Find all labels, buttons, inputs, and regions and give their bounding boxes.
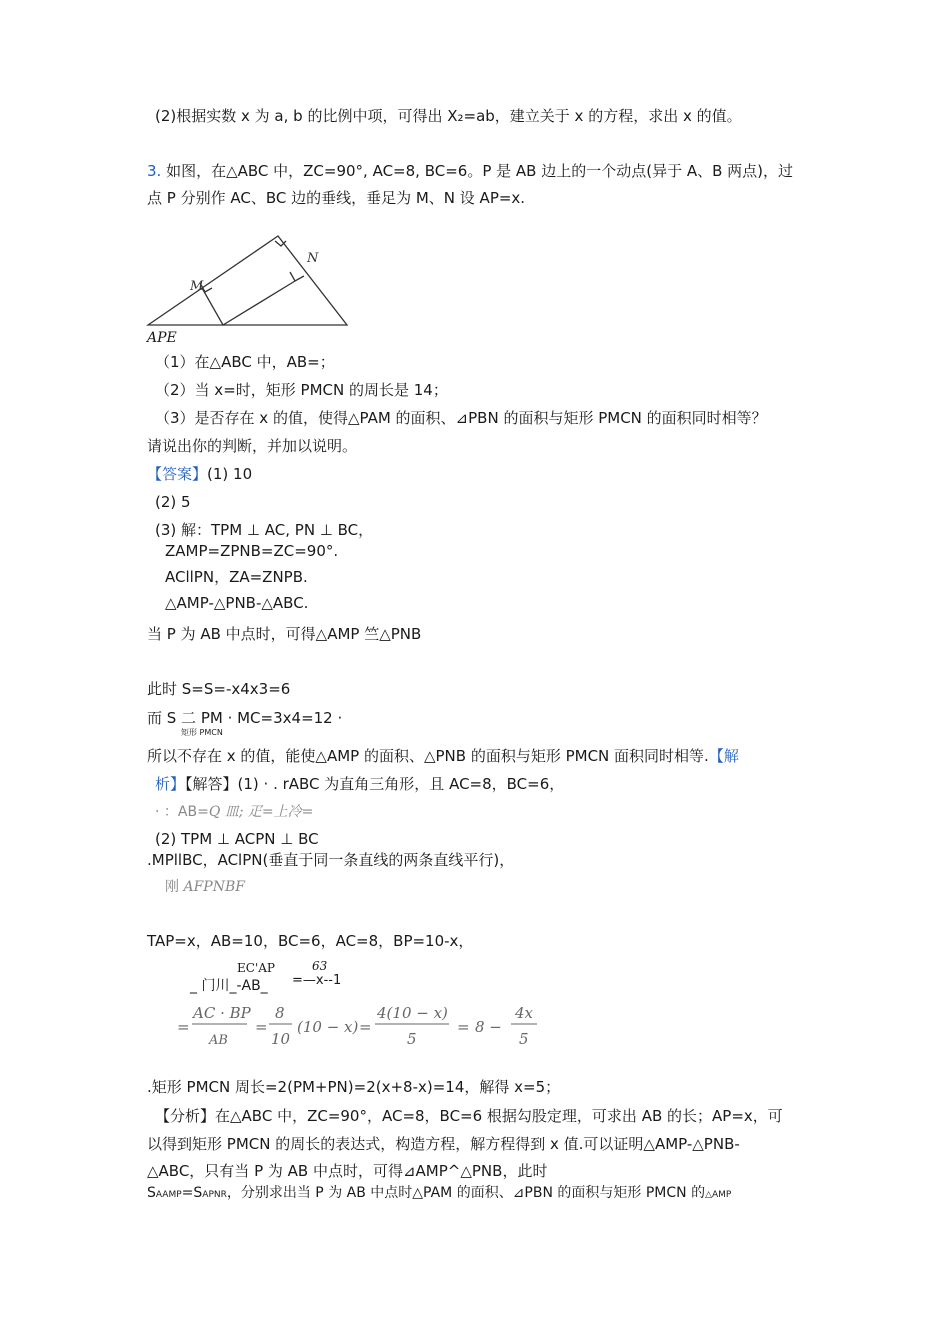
label-n: N xyxy=(307,251,319,266)
equals-3: = xyxy=(359,1018,372,1036)
answer-line-3: (3) 解：TPM ⊥ AC, PN ⊥ BC， xyxy=(155,521,374,539)
eight-minus: 8 − xyxy=(475,1018,502,1036)
answer-line-8: 此时 S=S=-x4x3=6 xyxy=(147,680,291,698)
answer-line-2: (2) 5 xyxy=(155,493,191,511)
answer-line-12: · ：AB=Q 皿; 疋=上冷= xyxy=(155,804,314,820)
equals-1: = xyxy=(177,1018,190,1036)
denominator-five: 5 xyxy=(407,1030,417,1048)
answer-line-14: .MPllBC，AClPN(垂直于同一条直线的两条直线平行)， xyxy=(147,851,515,869)
label-m: M xyxy=(190,279,204,294)
numerator-eight: 8 xyxy=(275,1004,285,1022)
sub-question-3: （3）是否存在 x 的值，使得△PAM 的面积、⊿PBN 的面积与矩形 PMCN 的面积同时相等？ xyxy=(155,409,767,427)
denominator-five-2: 5 xyxy=(519,1030,529,1048)
answer-line-9: 而 S 二 PM · MC=3x4=12 · xyxy=(147,709,343,727)
sub-question-2: （2）当 x=时，矩形 PMCN 的周长是 14； xyxy=(155,381,448,399)
analysis-line-3: △ABC，只有当 P 为 AB 中点时，可得⊿AMP^△PNB，此时 xyxy=(147,1162,548,1180)
question-3-line-1: 3. 如图，在△ABC 中，ZC=90°, AC=8, BC=6。P 是 AB 边上的一个动点(异于 A、B 两点)，过 xyxy=(147,162,794,180)
rectangle-pmcn xyxy=(202,281,295,325)
numerator-ac-bp: AC · BP xyxy=(193,1004,251,1022)
denominator-ten: 10 xyxy=(271,1030,291,1048)
equals-2: = xyxy=(255,1018,268,1036)
answer-line-10: 所以不存在 x 的值，能使△AMP 的面积、△PNB 的面积与矩形 PMCN 面积同时相等.【解 xyxy=(147,747,739,765)
numerator-four-paren: 4(10 − x) xyxy=(377,1004,448,1022)
fraction-numerator: EC'AP xyxy=(237,961,275,975)
fraction-line-right: =—x--1 xyxy=(292,973,342,988)
numerator-four-x: 4x xyxy=(515,1004,534,1022)
question-3-line-2: 点 P 分别作 AC、BC 边的垂线，垂足为 M、N 设 AP=x. xyxy=(147,189,526,207)
answer-line-13: (2) TPM ⊥ ACPN ⊥ BC xyxy=(155,830,319,848)
sub-question-1: （1）在△ABC 中，AB=； xyxy=(155,353,335,371)
sub-question-3-cont: 请说出你的判断，并加以说明。 xyxy=(147,437,358,455)
pn-formula xyxy=(147,1000,547,1052)
fraction-numerator-2: 63 xyxy=(312,959,328,973)
fraction-line-left: _ 门川_-AB_ xyxy=(190,978,268,994)
answer-line-6: △AMP-△PNB-△ABC. xyxy=(165,594,309,612)
answer-line-4: ZAMP=ZPNB=ZC=90°. xyxy=(165,542,339,560)
answer-line-1: 【答案】(1) 10 xyxy=(147,465,253,483)
answer-line-17: .矩形 PMCN 周长=2(PM+PN)=2(x+8-x)=14，解得 x=5； xyxy=(147,1078,561,1096)
denominator-ab: AB xyxy=(209,1033,228,1048)
answer-line-15: 刚 AFPNBF xyxy=(165,879,245,895)
triangle-abc xyxy=(148,236,347,325)
answer-line-5: ACllPN，ZA=ZNPB. xyxy=(165,568,308,586)
answer-tag: 【答案】 xyxy=(147,465,208,483)
subscript-label: 矩形 PMCN xyxy=(181,728,223,737)
triangle-figure xyxy=(145,232,355,332)
analysis-tag: 【解 xyxy=(708,747,739,765)
answer-line-11: 析】【解答】(1) · . rABC 为直角三角形，且 AC=8，BC=6， xyxy=(155,775,565,793)
equals-4: = xyxy=(457,1018,470,1036)
analysis-line-1: 【分析】在△ABC 中，ZC=90°，AC=8，BC=6 根据勾股定理，可求出 AB 的长；AP=x，可 xyxy=(155,1107,783,1125)
right-angle-n xyxy=(290,272,304,281)
analysis-tag-end: 析】 xyxy=(155,775,186,793)
analysis-line-4: SAAMP=SAPNR，分别求出当 P 为 AB 中点时△PAM 的面积、⊿PBN 的面积与矩形 PMCN 的△AMP xyxy=(147,1185,732,1201)
answer-line-16: TAP=x，AB=10，BC=6，AC=8，BP=10-x， xyxy=(147,932,474,950)
paren-ten-minus-x: (10 − x) xyxy=(297,1018,359,1036)
text-line: (2)根据实数 x 为 a, b 的比例中项，可得出 X₂=ab，建立关于 x 的方程，求出 x 的值。 xyxy=(155,107,742,125)
question-number: 3. xyxy=(147,162,162,180)
figure-caption: APE xyxy=(147,330,177,346)
analysis-line-2: 以得到矩形 PMCN 的周长的表达式，构造方程，解方程得到 x 值.可以证明△AMP-△PNB- xyxy=(147,1135,740,1153)
answer-line-7: 当 P 为 AB 中点时，可得△AMP 竺△PNB xyxy=(147,625,422,643)
